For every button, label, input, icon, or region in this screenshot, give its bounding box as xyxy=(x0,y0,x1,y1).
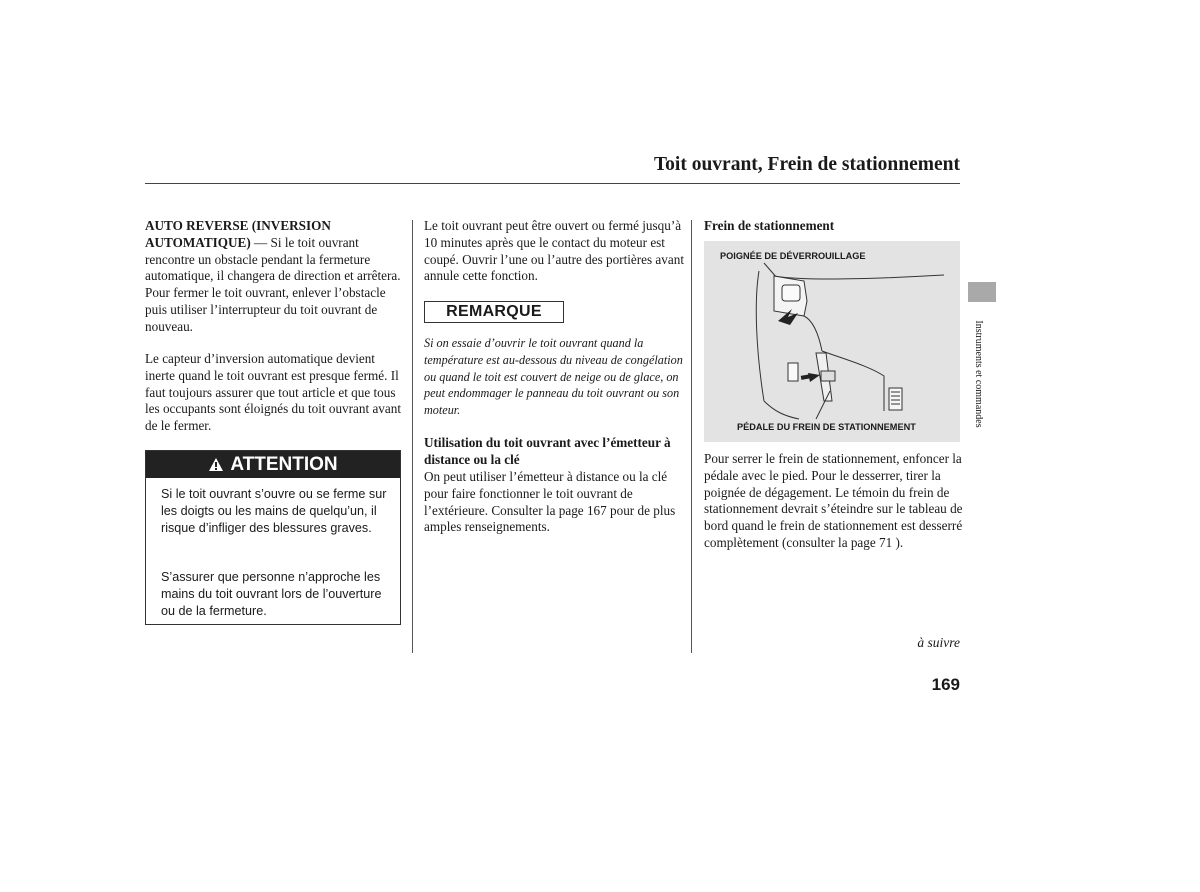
page-number: 169 xyxy=(931,675,960,694)
continued-note: à suivre xyxy=(917,635,960,650)
auto-reverse-paragraph xyxy=(145,218,407,336)
auto-reverse-dash: — xyxy=(250,234,271,250)
column-divider-2 xyxy=(691,220,692,653)
column-divider-1 xyxy=(412,220,413,653)
attention-text-1: Si le toit ouvrant s’ouvre ou se ferme sur les doigts ou les mains de quelqu’un, il risque d’infliger des blessures graves. xyxy=(161,487,387,535)
title-divider xyxy=(145,183,960,184)
attention-text-2: S’assurer que personne n’approche les mains du toit ouvrant lors de l’ouverture ou de la fermeture. xyxy=(161,570,382,618)
section-label: Instruments et commandes xyxy=(973,320,984,428)
auto-reverse-sensor-paragraph: Le capteur d’inversion automatique devient inerte quand le toit ouvrant est presque fermé. Il faut toujours assurer que tout article et que tous les occupants sont éloignés du toit ouvrant avant de le fermer. xyxy=(145,351,402,434)
attention-header xyxy=(146,451,400,478)
auto-reverse-heading-line2: AUTOMATIQUE) xyxy=(145,234,251,250)
auto-reverse-heading-line1: AUTO REVERSE (INVERSION xyxy=(145,218,331,233)
attention-label: ATTENTION xyxy=(230,454,338,475)
parking-brake-figure xyxy=(704,241,960,442)
remarque-text: Si on essaie d’ouvrir le toit ouvrant quand la température est au-dessous du niveau de congélation ou quand le toit est couvert de neige ou de glace, on peut endommager le panneau du toit ouvrant ou son moteur. xyxy=(424,336,683,418)
remote-heading: Utilisation du toit ouvrant avec l’émetteur à distance ou la clé xyxy=(424,435,671,467)
attention-box xyxy=(145,450,401,625)
pedal-label: PÉDALE DU FREIN DE STATIONNEMENT xyxy=(737,422,916,432)
remote-paragraph: On peut utiliser l’émetteur à distance ou la clé pour faire fonctionner le toit ouvrant de l’extérieure. Consulter la page 167 pour de plus amples renseignements. xyxy=(424,469,676,535)
timer-paragraph: Le toit ouvrant peut être ouvert ou fermé jusqu’à 10 minutes après que le contact du moteur est coupé. Ouvrir l’une ou l’autre des portières avant annule cette fonction. xyxy=(424,218,684,284)
release-handle-label: POIGNÉE DE DÉVERROUILLAGE xyxy=(720,251,866,261)
parking-brake-illustration-icon xyxy=(704,241,960,442)
parking-brake-paragraph: Pour serrer le frein de stationnement, enfoncer la pédale avec le pied. Pour le desserrer, tirer la poignée de dégagement. Le témoin du frein de stationnement devrait s’éteindre sur le tableau de bord quand le frein de stationnement est desserré complètement (consulter la page 71 ). xyxy=(704,451,963,550)
auto-reverse-text: Si le toit ouvrant rencontre un obstacle pendant la fermeture automatique, il changera de direction et arrêtera. Pour fermer le toit ouvrant, enlever l’obstacle puis utiliser l’interrupteur du toit ouvrant de nouveau. xyxy=(145,234,401,334)
parking-brake-heading: Frein de stationnement xyxy=(704,218,835,233)
remarque-label: REMARQUE xyxy=(424,301,564,323)
page-title: Toit ouvrant, Frein de stationnement xyxy=(653,154,960,175)
warning-triangle-icon xyxy=(208,453,224,480)
